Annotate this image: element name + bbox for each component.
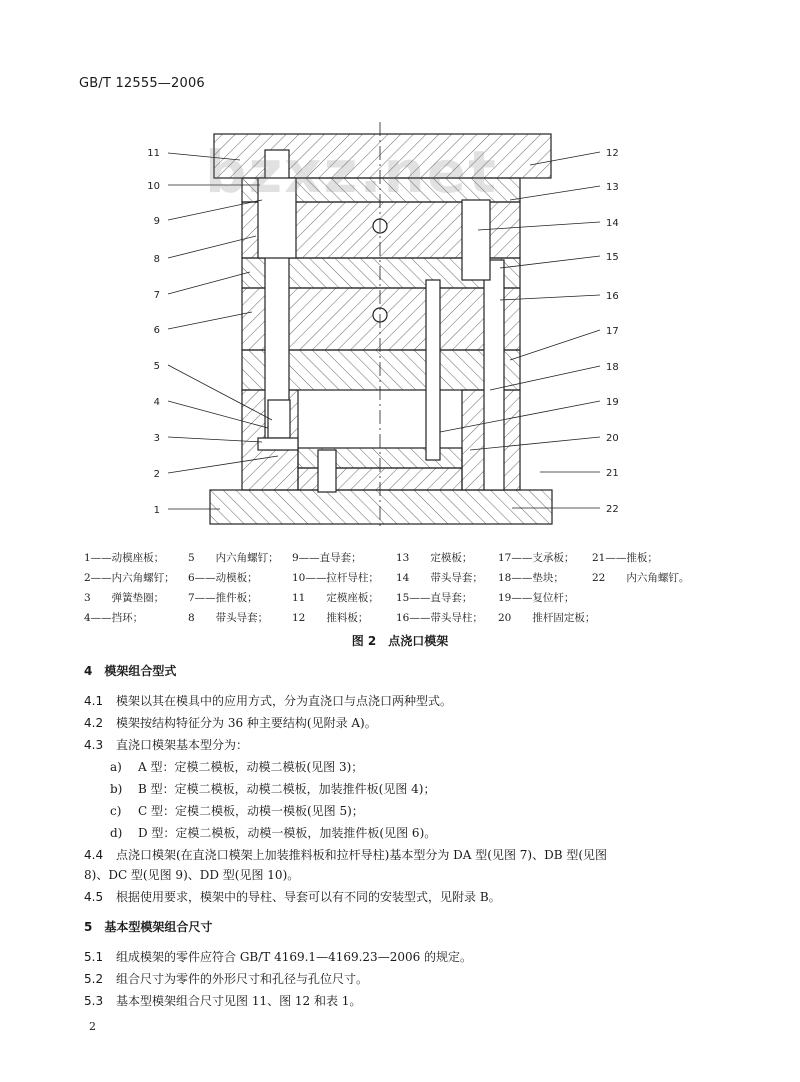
clause-4-3 <box>84 736 248 753</box>
legend-entry: 6——动模板； <box>188 572 258 584</box>
clause-4-5 <box>84 888 501 905</box>
callout-20: 20 <box>606 433 619 444</box>
clause-number: 5.2 <box>84 972 104 986</box>
legend-entry: 17——支承板； <box>498 552 575 564</box>
clause-5-3 <box>84 992 361 1009</box>
callout-5: 5 <box>153 361 160 372</box>
legend-entry: 18——垫块； <box>498 572 564 584</box>
clause-number: 5.1 <box>84 950 104 964</box>
callout-9: 9 <box>153 216 160 227</box>
legend-entry: 4——挡环； <box>84 612 144 624</box>
clause-text: 组合尺寸为零件的外形尺寸和孔径与孔位尺寸。 <box>116 972 369 986</box>
legend-entry: 19——复位杆； <box>498 592 575 604</box>
legend-entry: 21——推板； <box>592 552 658 564</box>
clause-4-2 <box>84 714 377 731</box>
legend-entry: 15——直导套； <box>396 592 473 604</box>
washer-left <box>258 438 298 450</box>
legend-entry: 5 内六角螺钉； <box>188 552 279 564</box>
list-item <box>110 824 436 841</box>
callout-13: 13 <box>606 182 619 193</box>
clause-number: 5.3 <box>84 994 104 1008</box>
bottom-screw <box>318 450 336 492</box>
callout-1: 1 <box>153 505 160 516</box>
callout-7: 7 <box>153 290 160 301</box>
screw-head-left <box>268 400 290 438</box>
legend-entry: 16——带头导柱； <box>396 612 483 624</box>
list-marker: a) <box>110 760 122 774</box>
clause-text: 根据使用要求，模架中的导柱、导套可以有不同的安装型式，见附录 B。 <box>116 890 501 904</box>
legend-entry: 13 定模板； <box>396 552 473 564</box>
clause-4-4 <box>84 846 607 863</box>
clause-text: 模架按结构特征分为 36 种主要结构(见附录 A)。 <box>116 716 377 730</box>
list-marker: d) <box>110 826 123 840</box>
clause-text: 模架以其在模具中的应用方式，分为直浇口与点浇口两种型式。 <box>116 694 453 708</box>
clause-text: 直浇口模架基本型分为： <box>116 738 249 752</box>
clause-text: 基本型模架组合尺寸见图 11、图 12 和表 1。 <box>116 994 362 1008</box>
legend-entry: 20 推杆固定板； <box>498 612 596 624</box>
clause-number: 4.3 <box>84 738 104 752</box>
callout-17: 17 <box>606 326 619 337</box>
list-item <box>110 758 363 775</box>
list-text: C 型：定模二模板，动模一模板(见图 5)； <box>138 804 364 818</box>
callout-6: 6 <box>153 325 160 336</box>
page-number: 2 <box>89 1020 96 1033</box>
callout-18: 18 <box>606 362 619 373</box>
guide-pillar-right <box>484 260 504 490</box>
list-text: B 型：定模二模板，动模二模板，加装推件板(见图 4)； <box>138 782 436 796</box>
clause-4-4-continued: 8)、DC 型(见图 9)、DD 型(见图 10)。 <box>84 868 300 882</box>
list-item <box>110 780 435 797</box>
list-marker: c) <box>110 804 122 818</box>
callout-15: 15 <box>606 252 619 263</box>
standard-code: GB/T 12555—2006 <box>79 76 205 91</box>
callout-8: 8 <box>153 254 160 265</box>
clause-number: 4.4 <box>84 848 104 862</box>
legend-entry: 7——推件板； <box>188 592 258 604</box>
moving-clamp-plate <box>210 490 552 524</box>
legend-entry: 22 内六角螺钉。 <box>592 572 690 584</box>
callout-12: 12 <box>606 148 619 159</box>
clause-5-2 <box>84 970 368 987</box>
list-text: A 型：定模二模板，动模二模板(见图 3)； <box>138 760 364 774</box>
callout-22: 22 <box>606 504 619 515</box>
callout-10: 10 <box>147 181 160 192</box>
legend-entry: 12 推料板； <box>292 612 369 624</box>
clause-5-1 <box>84 948 472 965</box>
legend-entry: 3 弹簧垫圈； <box>84 592 165 604</box>
legend-entry: 2——内六角螺钉； <box>84 572 175 584</box>
clause-number: 4.2 <box>84 716 104 730</box>
legend-entry: 10——拉杆导柱； <box>292 572 379 584</box>
section-4-heading: 4 模架组合型式 <box>84 664 177 678</box>
list-marker: b) <box>110 782 123 796</box>
legend-entry: 9——直导套； <box>292 552 362 564</box>
section-5-heading: 5 基本型模架组合尺寸 <box>84 920 213 934</box>
guide-bush-right <box>462 200 490 280</box>
legend-entry: 8 带头导套； <box>188 612 269 624</box>
return-pin <box>426 280 440 460</box>
callout-21: 21 <box>606 468 619 479</box>
watermark: bzxz.net <box>205 138 498 206</box>
legend-entry: 11 定模座板； <box>292 592 379 604</box>
callout-14: 14 <box>606 218 619 229</box>
legend-entry: 1——动模座板； <box>84 552 165 564</box>
callout-2: 2 <box>153 469 160 480</box>
clause-text: 点浇口模架(在直浇口模架上加装推料板和拉杆导柱)基本型分为 DA 型(见图 7)、DB 型(见图 <box>116 848 608 862</box>
list-text: D 型：定模二模板，动模一模板，加装推件板(见图 6)。 <box>138 826 437 840</box>
legend-entry: 14 带头导套； <box>396 572 483 584</box>
callout-19: 19 <box>606 397 619 408</box>
figure-caption: 图 2 点浇口模架 <box>351 634 449 648</box>
callout-4: 4 <box>153 397 160 408</box>
list-item <box>110 802 364 819</box>
clause-4-1 <box>84 692 452 709</box>
clause-number: 4.5 <box>84 890 104 904</box>
clause-text: 组成模架的零件应符合 GB/T 4169.1—4169.23—2006 的规定。 <box>116 950 473 964</box>
clause-number: 4.1 <box>84 694 104 708</box>
callout-11: 11 <box>147 148 160 159</box>
callout-16: 16 <box>606 291 619 302</box>
callout-3: 3 <box>153 433 160 444</box>
